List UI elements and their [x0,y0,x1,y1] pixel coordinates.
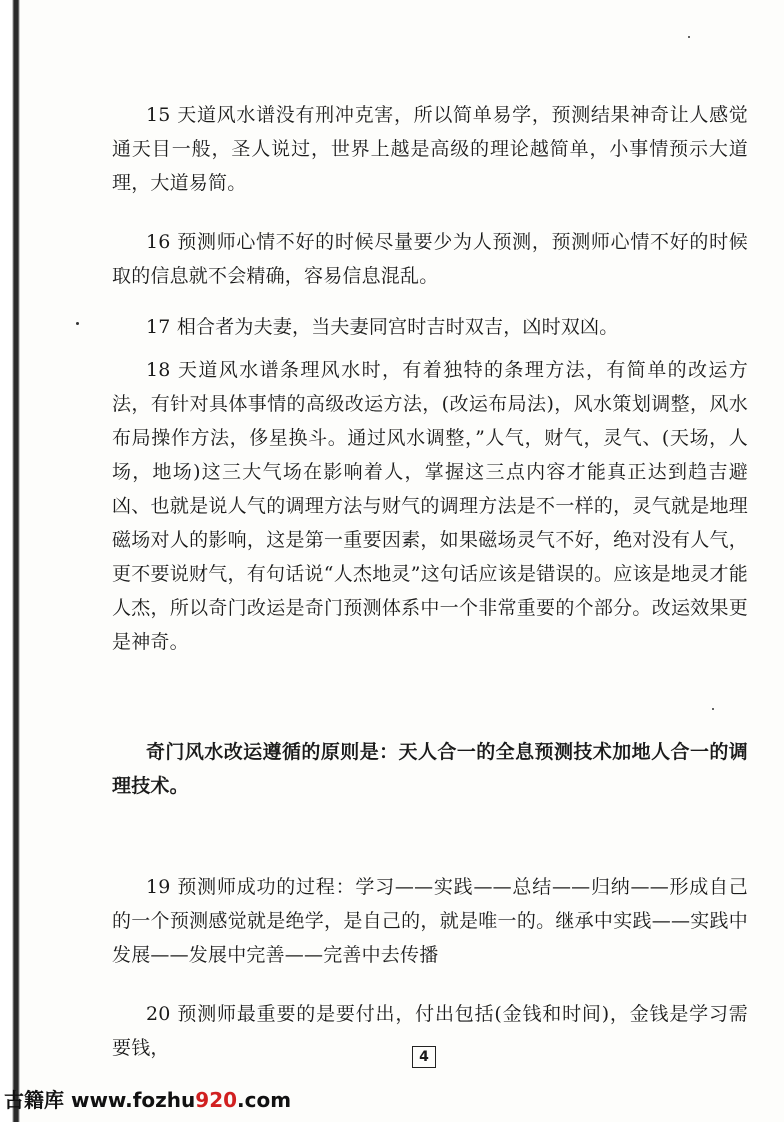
site-watermark [4,1084,291,1113]
paragraph-16: 16 预测师心情不好的时候尽量要少为人预测，预测师心情不好的时候取的信息就不会精确，容易信息混乱。 [112,231,748,287]
paragraph-19: 19 预测师成功的过程：学习——实践——总结——归纳——形成自己的一个预测感觉就是绝学，是自己的，就是唯一的。继承中实践——实践中发展——发展中完善——完善中去传播 [112,876,748,966]
watermark-accent: 920 [195,1088,238,1112]
principle-paragraph: 奇门风水改运遵循的原则是：天人合一的全息预测技术加地人合一的调理技术。 [112,741,748,797]
paragraph-15: 15 天道风水谱没有刑冲克害，所以简单易学，预测结果神奇让人感觉通天目一般，圣人说过，世界上越是高级的理论越简单，小事情预示大道理，大道易简。 [112,104,748,194]
page-number: 4 [412,1046,436,1068]
paragraph-17: 17 相合者为夫妻，当夫妻同宫时吉时双吉，凶时双凶。 [146,316,619,338]
paragraph-20: 20 预测师最重要的是要付出，付出包括(金钱和时间)，金钱是学习需要钱， [112,1003,748,1059]
scan-speck [688,36,690,38]
watermark-suffix: .com [237,1088,292,1112]
watermark-label: 古籍库 www.fozhu [4,1088,196,1112]
scan-speck [76,322,79,325]
paragraph-18: 18 天道风水谱条理风水时，有着独特的条理方法，有简单的改运方法，有针对具体事情的高级改运方法，(改运布局法)，风水策划调整，风水布局操作方法，侈星换斗。通过风水调整，”人气，财气，灵气、(天场，人场，地场)这三大气场在影响着人，掌握这三点内容才能真正达到趋吉避凶、也就是说人气的调理方法与财气的调理方法是不一样的，灵气就是地理磁场对人的影响，这是第一重要因素，如果磁场灵气不好，绝对没有人气，更不要说财气，有句话说“人杰地灵”这句话应该是错误的。应该是地灵才能人杰，所以奇门改运是奇门预测体系中一个非常重要的个部分。改运效果更是神奇。 [112,359,748,653]
scan-speck [712,708,714,710]
